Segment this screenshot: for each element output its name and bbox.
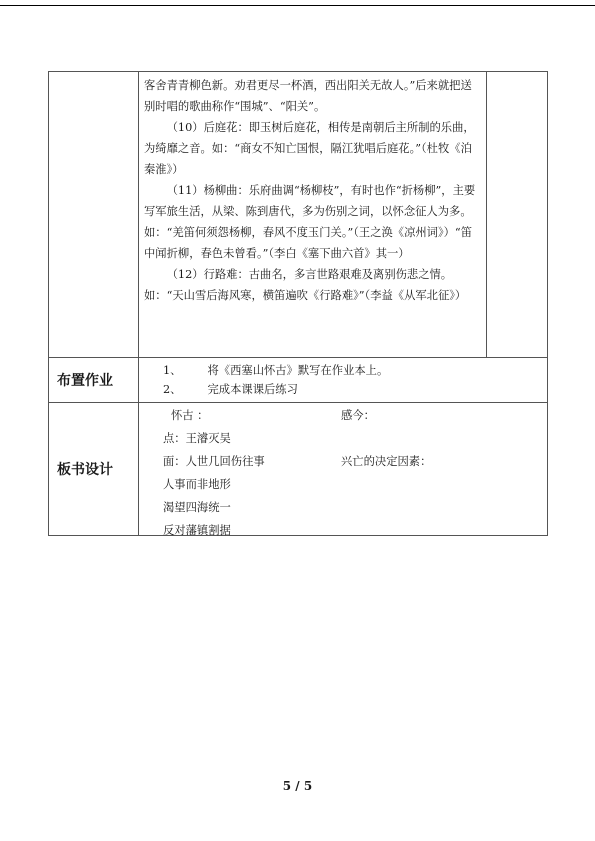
header-rule — [0, 5, 595, 6]
homework-label-cell — [49, 358, 139, 403]
lesson-plan-table — [48, 71, 548, 536]
homework-cell — [139, 358, 548, 403]
homework-item-2 — [163, 380, 547, 399]
board-fandui: 反对藩镇割据 — [163, 524, 231, 537]
homework-row — [49, 358, 548, 403]
paragraph-yangguan: 客舍青青柳色新。劝君更尽一杯酒，西出阳关无故人。”后来就把送别时唱的歌曲称作“围城”、“阳关”。 — [144, 79, 472, 113]
board-label: 板书设计 — [57, 462, 113, 478]
board-gan-jin: 感今： — [341, 409, 375, 422]
board-row — [49, 403, 548, 536]
notes-cell — [487, 72, 548, 358]
board-xingwang: 兴亡的决定因素： — [341, 455, 432, 468]
content-row — [49, 72, 548, 358]
content-row-label-cell — [49, 72, 139, 358]
homework-label: 布置作业 — [57, 373, 113, 389]
paragraph-xinglunan: （12）行路难：古曲名，多言世路艰难及离别伤悲之情。如：“天山雪后海风寒，横笛遍吹《行路难》”（李益《从军北征》） — [144, 268, 467, 302]
homework-item-1-num: 1、 — [163, 364, 182, 377]
board-mian: 面：人世几回伤往事 — [163, 455, 265, 468]
content-cell — [139, 72, 487, 358]
paragraph-yangliuqu: （11）杨柳曲：乐府曲调“杨柳枝”，有时也作“折杨柳”，主要写军旅生活，从梁、陈到唐代，多为伤别之词，以怀念征人为多。如：“羌笛何须怨杨柳，春风不度玉门关。”（王之涣《凉州词》）“笛中闻折柳，春色未曾看。”（李白《塞下曲六首》其一） — [144, 184, 476, 260]
board-cell — [139, 403, 548, 536]
board-kewang: 渴望四海统一 — [163, 501, 231, 514]
board-huaigu: 怀古 ： — [171, 409, 209, 422]
homework-item-2-num: 2、 — [163, 383, 182, 396]
homework-item-2-text: 完成本课课后练习 — [207, 383, 298, 396]
page-number: 5 / 5 — [282, 779, 313, 793]
board-renshi: 人事而非地形 — [163, 478, 231, 491]
board-dian: 点：王濬灭吴 — [163, 432, 231, 445]
homework-item-1 — [163, 361, 547, 380]
board-label-cell — [49, 403, 139, 536]
paragraph-houtinghua: （10）后庭花：即玉树后庭花，相传是南朝后主所制的乐曲，为绮靡之音。如：“商女不知亡国恨，隔江犹唱后庭花。”（杜牧《泊秦淮》） — [144, 121, 475, 176]
board-design — [139, 403, 547, 537]
homework-item-1-text: 将《西塞山怀古》默写在作业本上。 — [207, 364, 389, 377]
